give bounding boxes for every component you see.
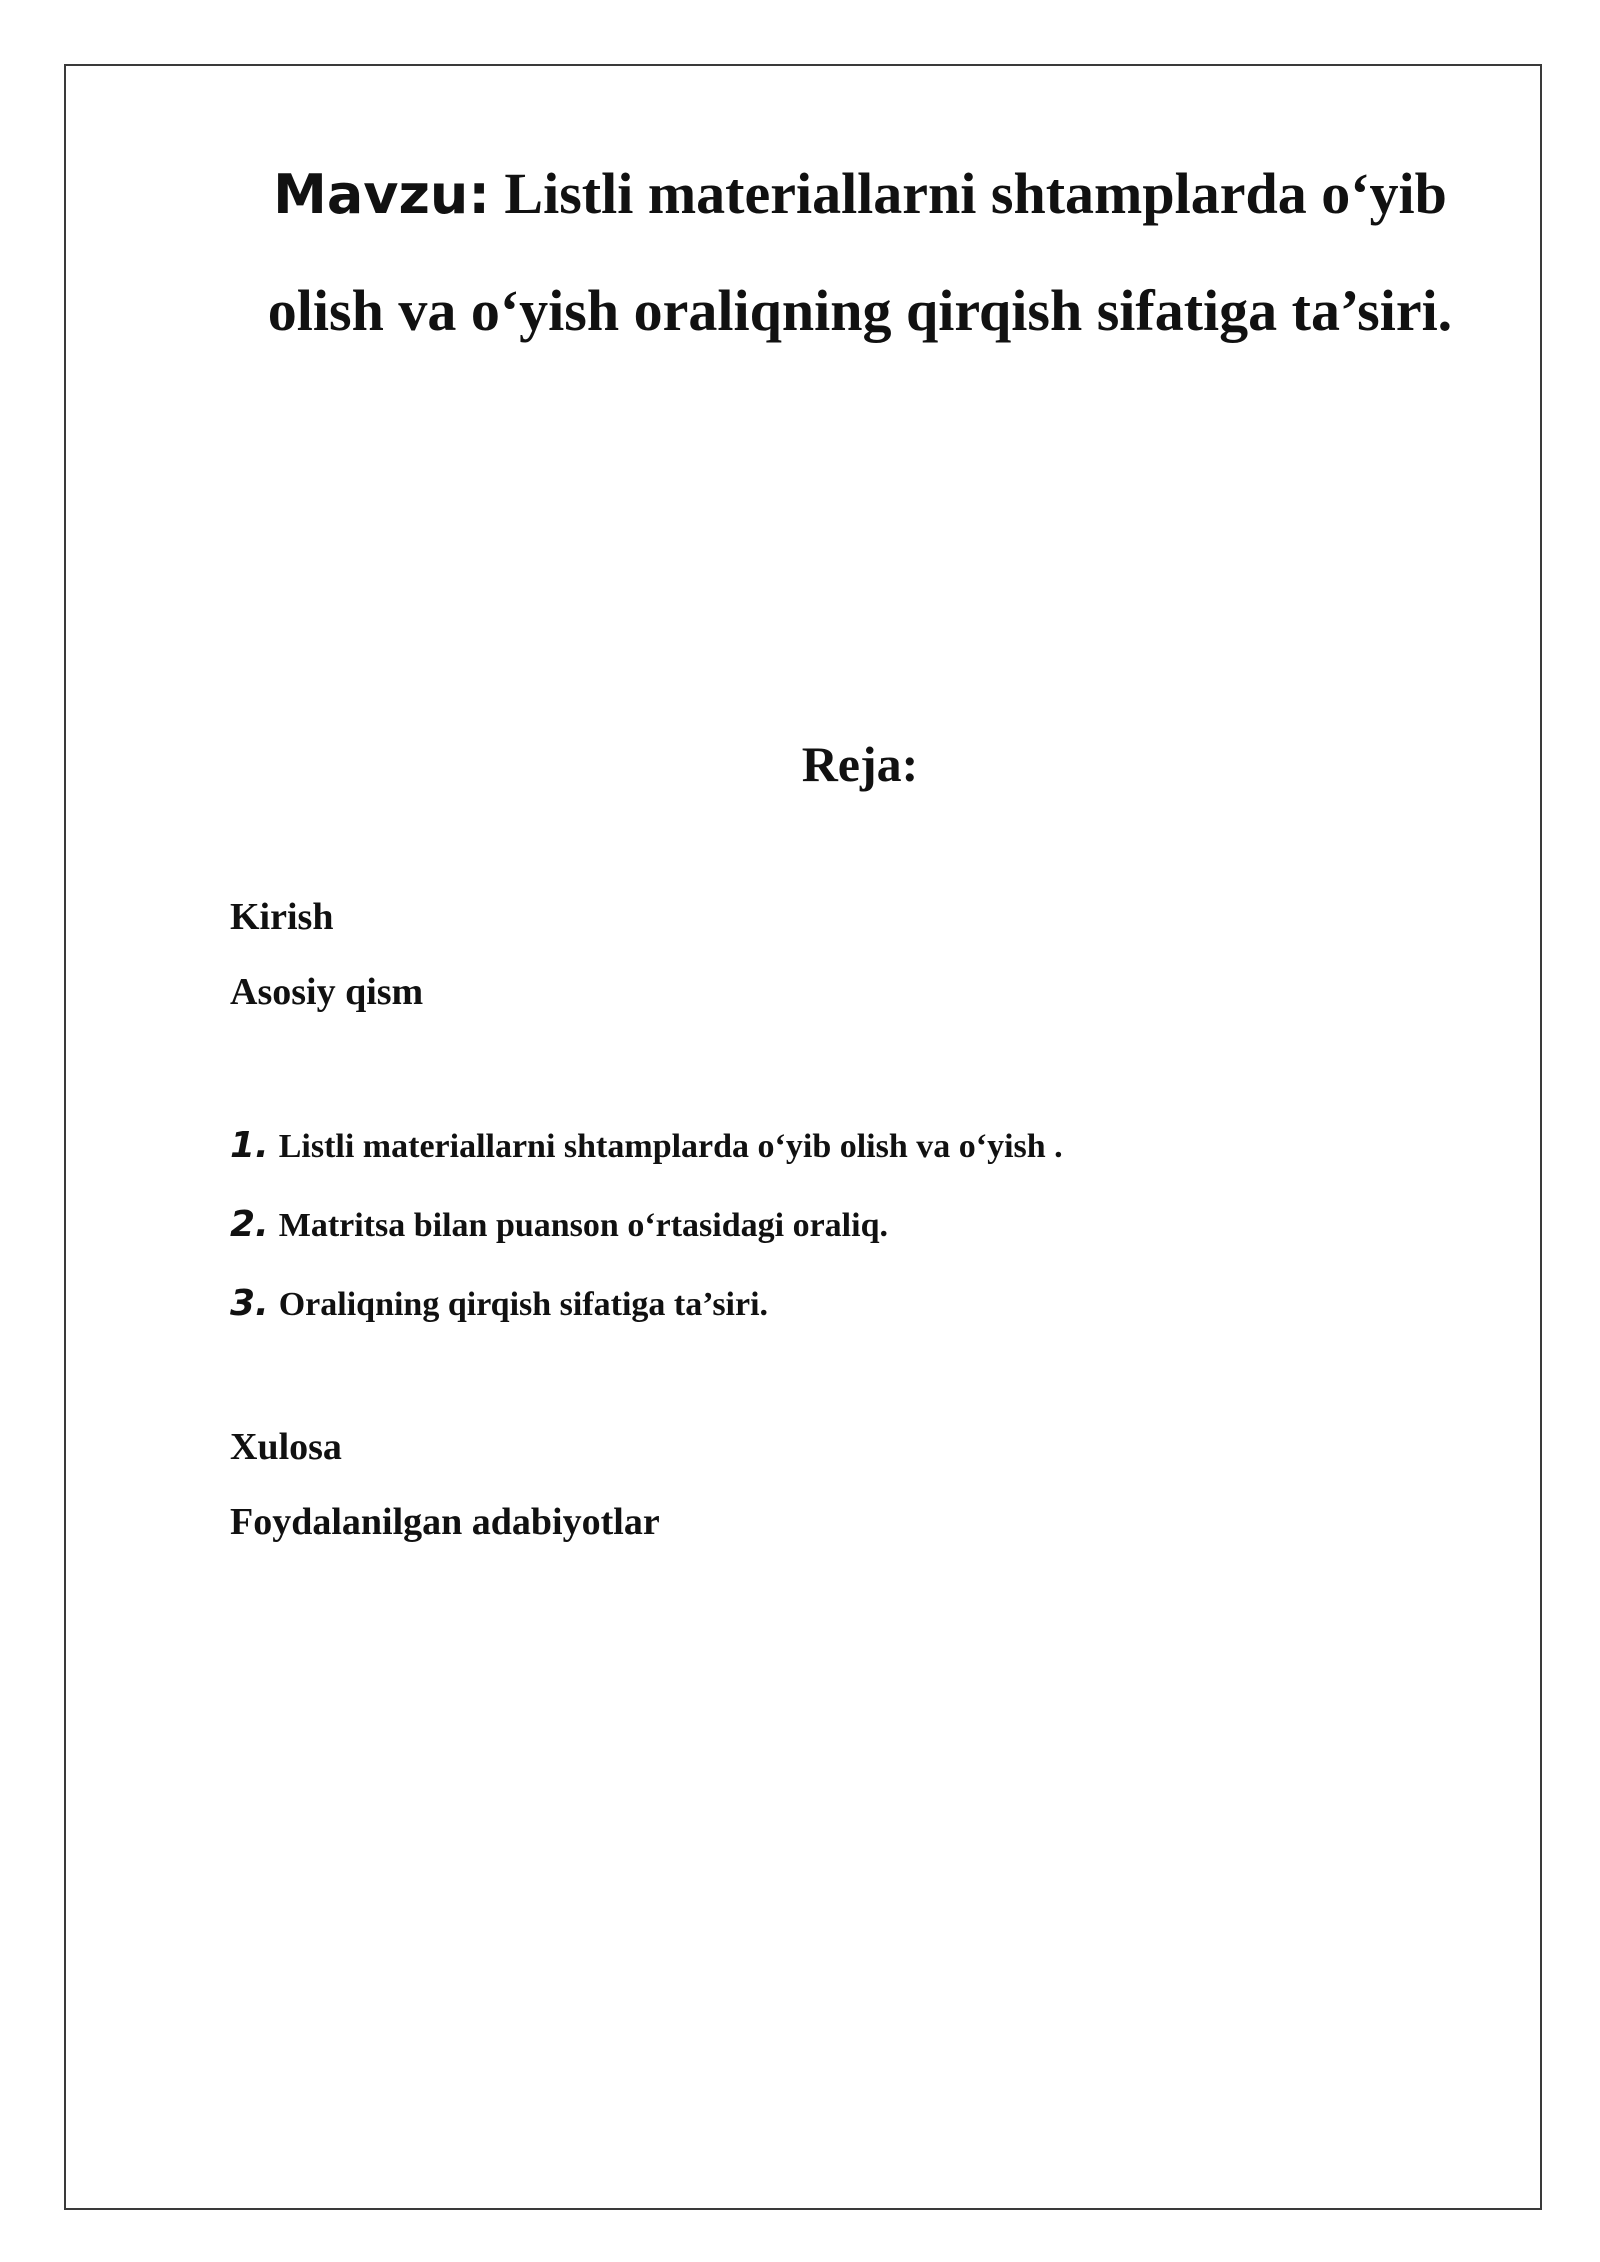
outline-conclusion: Xulosa [230, 1426, 342, 1468]
plan-heading: Reja: [801, 736, 919, 792]
list-item-number: 3. [230, 1283, 269, 1324]
title-lead: Mavzu: [273, 163, 490, 226]
outline-references: Foydalanilgan adabiyotlar [230, 1501, 660, 1543]
outline-intro: Kirish [230, 896, 334, 938]
list-item [230, 1283, 768, 1324]
outline-main-part: Asosiy qism [230, 971, 424, 1013]
list-item-text: Matritsa bilan puanson o‘rtasidagi oraliq. [278, 1207, 888, 1244]
list-item-number: 2. [230, 1204, 269, 1245]
list-item-number: 1. [230, 1125, 269, 1166]
list-item-text: Oraliqning qirqish sifatiga ta’siri. [278, 1286, 769, 1323]
title-text: Listli materiallarni shtamplarda o‘yib olish va o‘yish oraliqning qirqish sifatiga ta’siri. [267, 161, 1453, 343]
document-title [250, 136, 1470, 369]
list-item [230, 1204, 888, 1245]
list-item-text: Listli materiallarni shtamplarda o‘yib olish va o‘yish . [278, 1128, 1063, 1165]
list-item [230, 1125, 1063, 1166]
